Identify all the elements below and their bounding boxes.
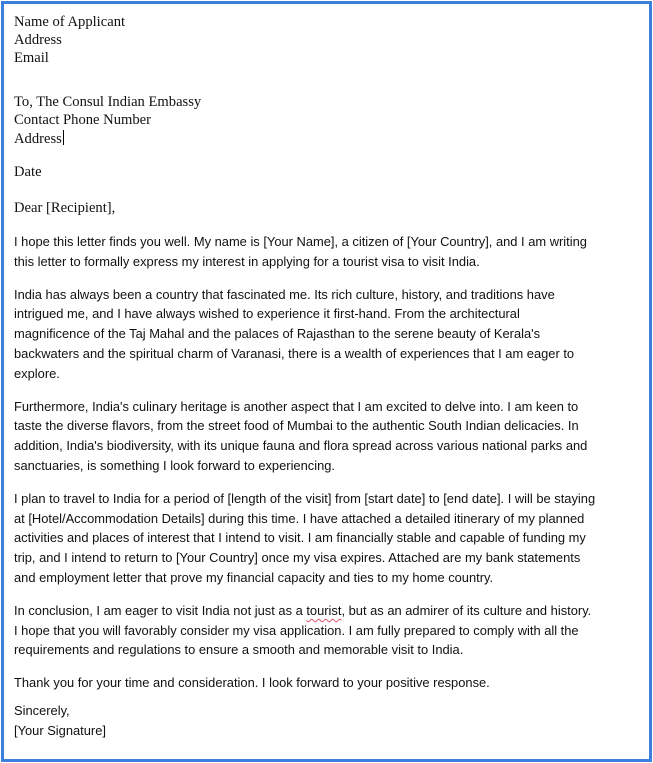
recipient-block xyxy=(14,94,201,148)
spellcheck-flagged-word[interactable]: tourist xyxy=(306,602,342,618)
paragraph-travel-plan: I plan to travel to India for a period of [length of the visit] from [start date] to [end date]. I will be staying at [Hotel/Accommodation Details] during this time. I have attached a detailed itinerary of my planned activities and places of interest that I intend to visit. I am financially stable and capable of funding my trip, and I intend to return to [Your Country] once my visa expires. Attached are my bank statements and employment letter that prove my financial capacity and ties to my home country. xyxy=(14,490,596,585)
applicant-block xyxy=(14,14,125,67)
applicant-address: Address xyxy=(14,31,62,48)
recipient-phone: Contact Phone Number xyxy=(14,111,151,128)
letter-body xyxy=(14,232,596,693)
paragraph-culinary: Furthermore, India's culinary heritage is another aspect that I am excited to delve into. I am keen to taste the diverse flavors, from the street food of Mumbai to the authentic South Indian delicacies. In addition, India's biodiversity, with its unique fauna and flora spread across various national parks and sanctuaries, is something I look forward to experiencing. xyxy=(14,398,588,473)
salutation: Dear [Recipient], xyxy=(14,200,116,216)
closing-signoff: Sincerely, xyxy=(14,703,70,718)
text-cursor xyxy=(63,130,64,145)
recipient-address: Address xyxy=(14,130,62,147)
recipient-to-line: To, The Consul Indian Embassy xyxy=(14,94,202,110)
paragraph-thanks: Thank you for your time and consideration. I look forward to your positive response. xyxy=(14,675,490,691)
recipient-address-line xyxy=(14,130,201,149)
closing-signature: [Your Signature] xyxy=(14,722,106,738)
letter-page xyxy=(1,1,652,762)
paragraph-fascination: India has always been a country that fascinated me. Its rich culture, history, and traditions have intrigued me, and I have always wished to experience it first-hand. From the architectural magnificence of the Taj Mahal and the palaces of Rajasthan to the serene beauty of Kerala's backwaters and the spiritual charm of Varanasi, there is a wealth of experiences that I am eager to explore. xyxy=(14,286,575,381)
closing-block xyxy=(14,701,106,741)
date-line: Date xyxy=(14,164,42,180)
conclusion-text-end: , but as an admirer of its culture and history. I hope that you will favorably consider my visa application. I am fully prepared to comply with all the requirements and regulations to ensure a smooth and memorable visit to India. xyxy=(14,602,592,658)
applicant-name: Name of Applicant xyxy=(14,14,126,30)
applicant-email: Email xyxy=(14,49,49,66)
paragraph-conclusion xyxy=(14,601,596,660)
paragraph-intro: I hope this letter finds you well. My name is [Your Name], a citizen of [Your Country], and I am writing this letter to formally express my interest in applying for a tourist visa to visit India. xyxy=(14,234,587,269)
conclusion-text-start: In conclusion, I am eager to visit India not just as a xyxy=(14,602,307,618)
